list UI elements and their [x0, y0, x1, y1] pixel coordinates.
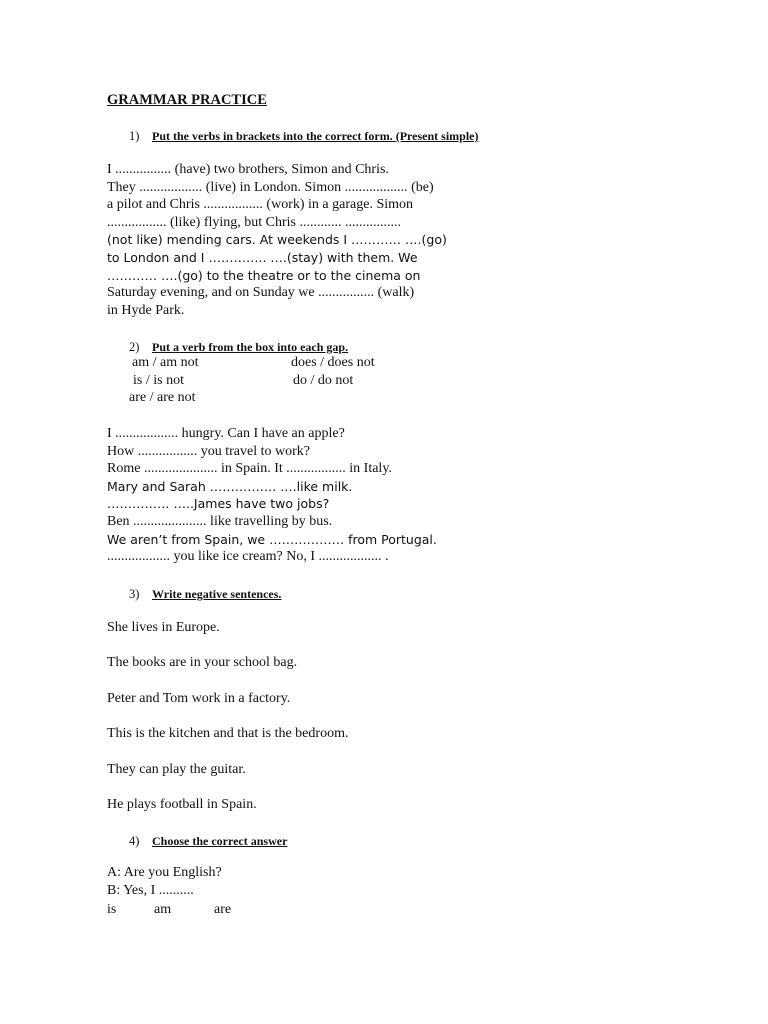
text-line: in Hyde Park. [107, 302, 185, 318]
section-3-heading [129, 585, 281, 603]
negative-sentence: This is the kitchen and that is the bedroom. [107, 726, 349, 741]
text-line: ………… ….(go) to the theatre or to the cinema on [107, 267, 421, 283]
text-line: …………… …..James have two jobs? [107, 496, 330, 512]
section-1-heading [129, 127, 478, 145]
text-line: We aren’t from Spain, we ……………… from Portugal. [107, 531, 437, 547]
section-instruction: Put the verbs in brackets into the correct form. (Present simple) [152, 129, 479, 143]
section-number: 4) [129, 834, 140, 848]
section-number: 2) [129, 340, 140, 354]
text-line: Mary and Sarah ……………. ….like milk. [107, 478, 353, 494]
negative-sentence: She lives in Europe. [107, 620, 220, 635]
negative-sentence: They can play the guitar. [107, 762, 246, 777]
section-4-text [107, 864, 222, 899]
text-line: Saturday evening, and on Sunday we ................ (walk) [107, 285, 415, 301]
text-line: Ben ..................... like travelling by bus. [107, 513, 333, 529]
section-instruction: Choose the correct answer [152, 834, 288, 848]
section-instruction: Write negative sentences. [152, 587, 282, 601]
section-number: 3) [129, 587, 140, 601]
section-4-heading [129, 832, 287, 850]
text-line: .................. you like ice cream? No, I .................. . [107, 549, 389, 565]
text-line: They .................. (live) in London. Simon .................. (be) [107, 179, 434, 195]
section-number: 1) [129, 129, 140, 143]
dialogue-line: A: Are you English? [107, 865, 222, 880]
answer-option: am [154, 902, 172, 917]
page-title: GRAMMAR PRACTICE [107, 92, 267, 108]
section-2-text [107, 425, 437, 566]
verb-box-item: is / is not [133, 373, 184, 388]
text-line: a pilot and Chris ................. (work) in a garage. Simon [107, 197, 414, 213]
text-line: (not like) mending cars. At weekends I ………… ….(go) [107, 232, 447, 248]
text-line: to London and I ………….. ….(stay) with them. We [107, 249, 418, 265]
verb-box-item: am / am not [132, 355, 199, 370]
answer-option: is [107, 902, 117, 917]
verb-box-item: does / does not [291, 355, 375, 370]
negative-sentence: Peter and Tom work in a factory. [107, 691, 291, 706]
negative-sentence: The books are in your school bag. [107, 655, 298, 670]
text-line: How ................. you travel to work? [107, 443, 310, 459]
verb-box-item: are / are not [129, 390, 196, 405]
answer-option: are [214, 902, 232, 917]
section-1-text [107, 161, 447, 319]
text-line: ................. (like) flying, but Chris ............ ................ [107, 214, 401, 230]
text-line: I .................. hungry. Can I have an apple? [107, 426, 345, 441]
dialogue-line: B: Yes, I .......... [107, 882, 194, 898]
verb-box-item: do / do not [293, 373, 354, 388]
text-line: I ................ (have) two brothers, Simon and Chris. [107, 162, 389, 177]
section-instruction: Put a verb from the box into each gap. [152, 340, 349, 354]
text-line: Rome ..................... in Spain. It ................. in Italy. [107, 461, 392, 477]
negative-sentence: He plays football in Spain. [107, 797, 257, 812]
